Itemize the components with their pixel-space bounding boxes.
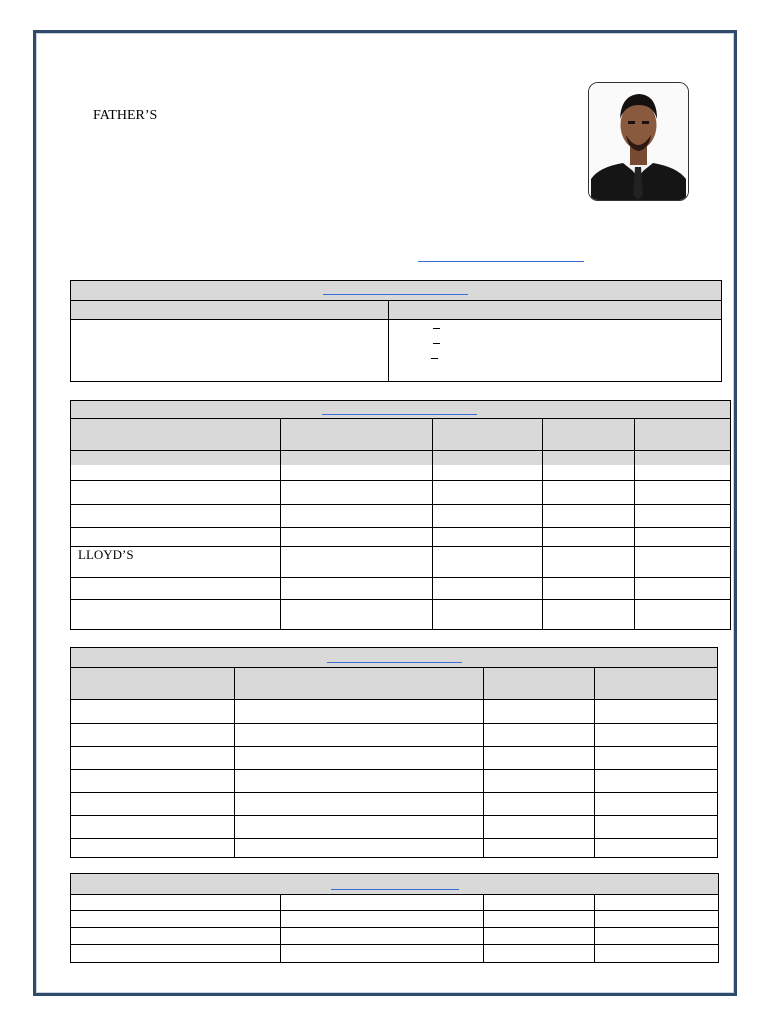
section-title-underline (322, 414, 477, 415)
subheader-row (71, 301, 721, 319)
father-label: FATHER’S (93, 108, 158, 123)
personal-details-table (70, 280, 722, 382)
shaded-row (71, 451, 730, 465)
certificates-table (70, 873, 719, 963)
section-header (71, 401, 730, 419)
table-cell: LLOYD’S (78, 547, 134, 562)
dash-icon (433, 343, 440, 344)
dash-icon (433, 328, 440, 329)
column-header-row (71, 419, 730, 450)
section-title-underline (323, 294, 468, 295)
section-header (71, 648, 717, 668)
experience-table (70, 400, 731, 630)
column-header-row (71, 668, 717, 699)
section-header (71, 281, 721, 301)
dash-icon (431, 358, 438, 359)
education-table (70, 647, 718, 858)
section-header (71, 874, 718, 895)
person-photo-icon (589, 83, 688, 200)
section-title-underline (327, 662, 462, 663)
section-title-underline (331, 889, 459, 890)
email-link-underline[interactable] (418, 261, 584, 262)
profile-photo (588, 82, 689, 201)
